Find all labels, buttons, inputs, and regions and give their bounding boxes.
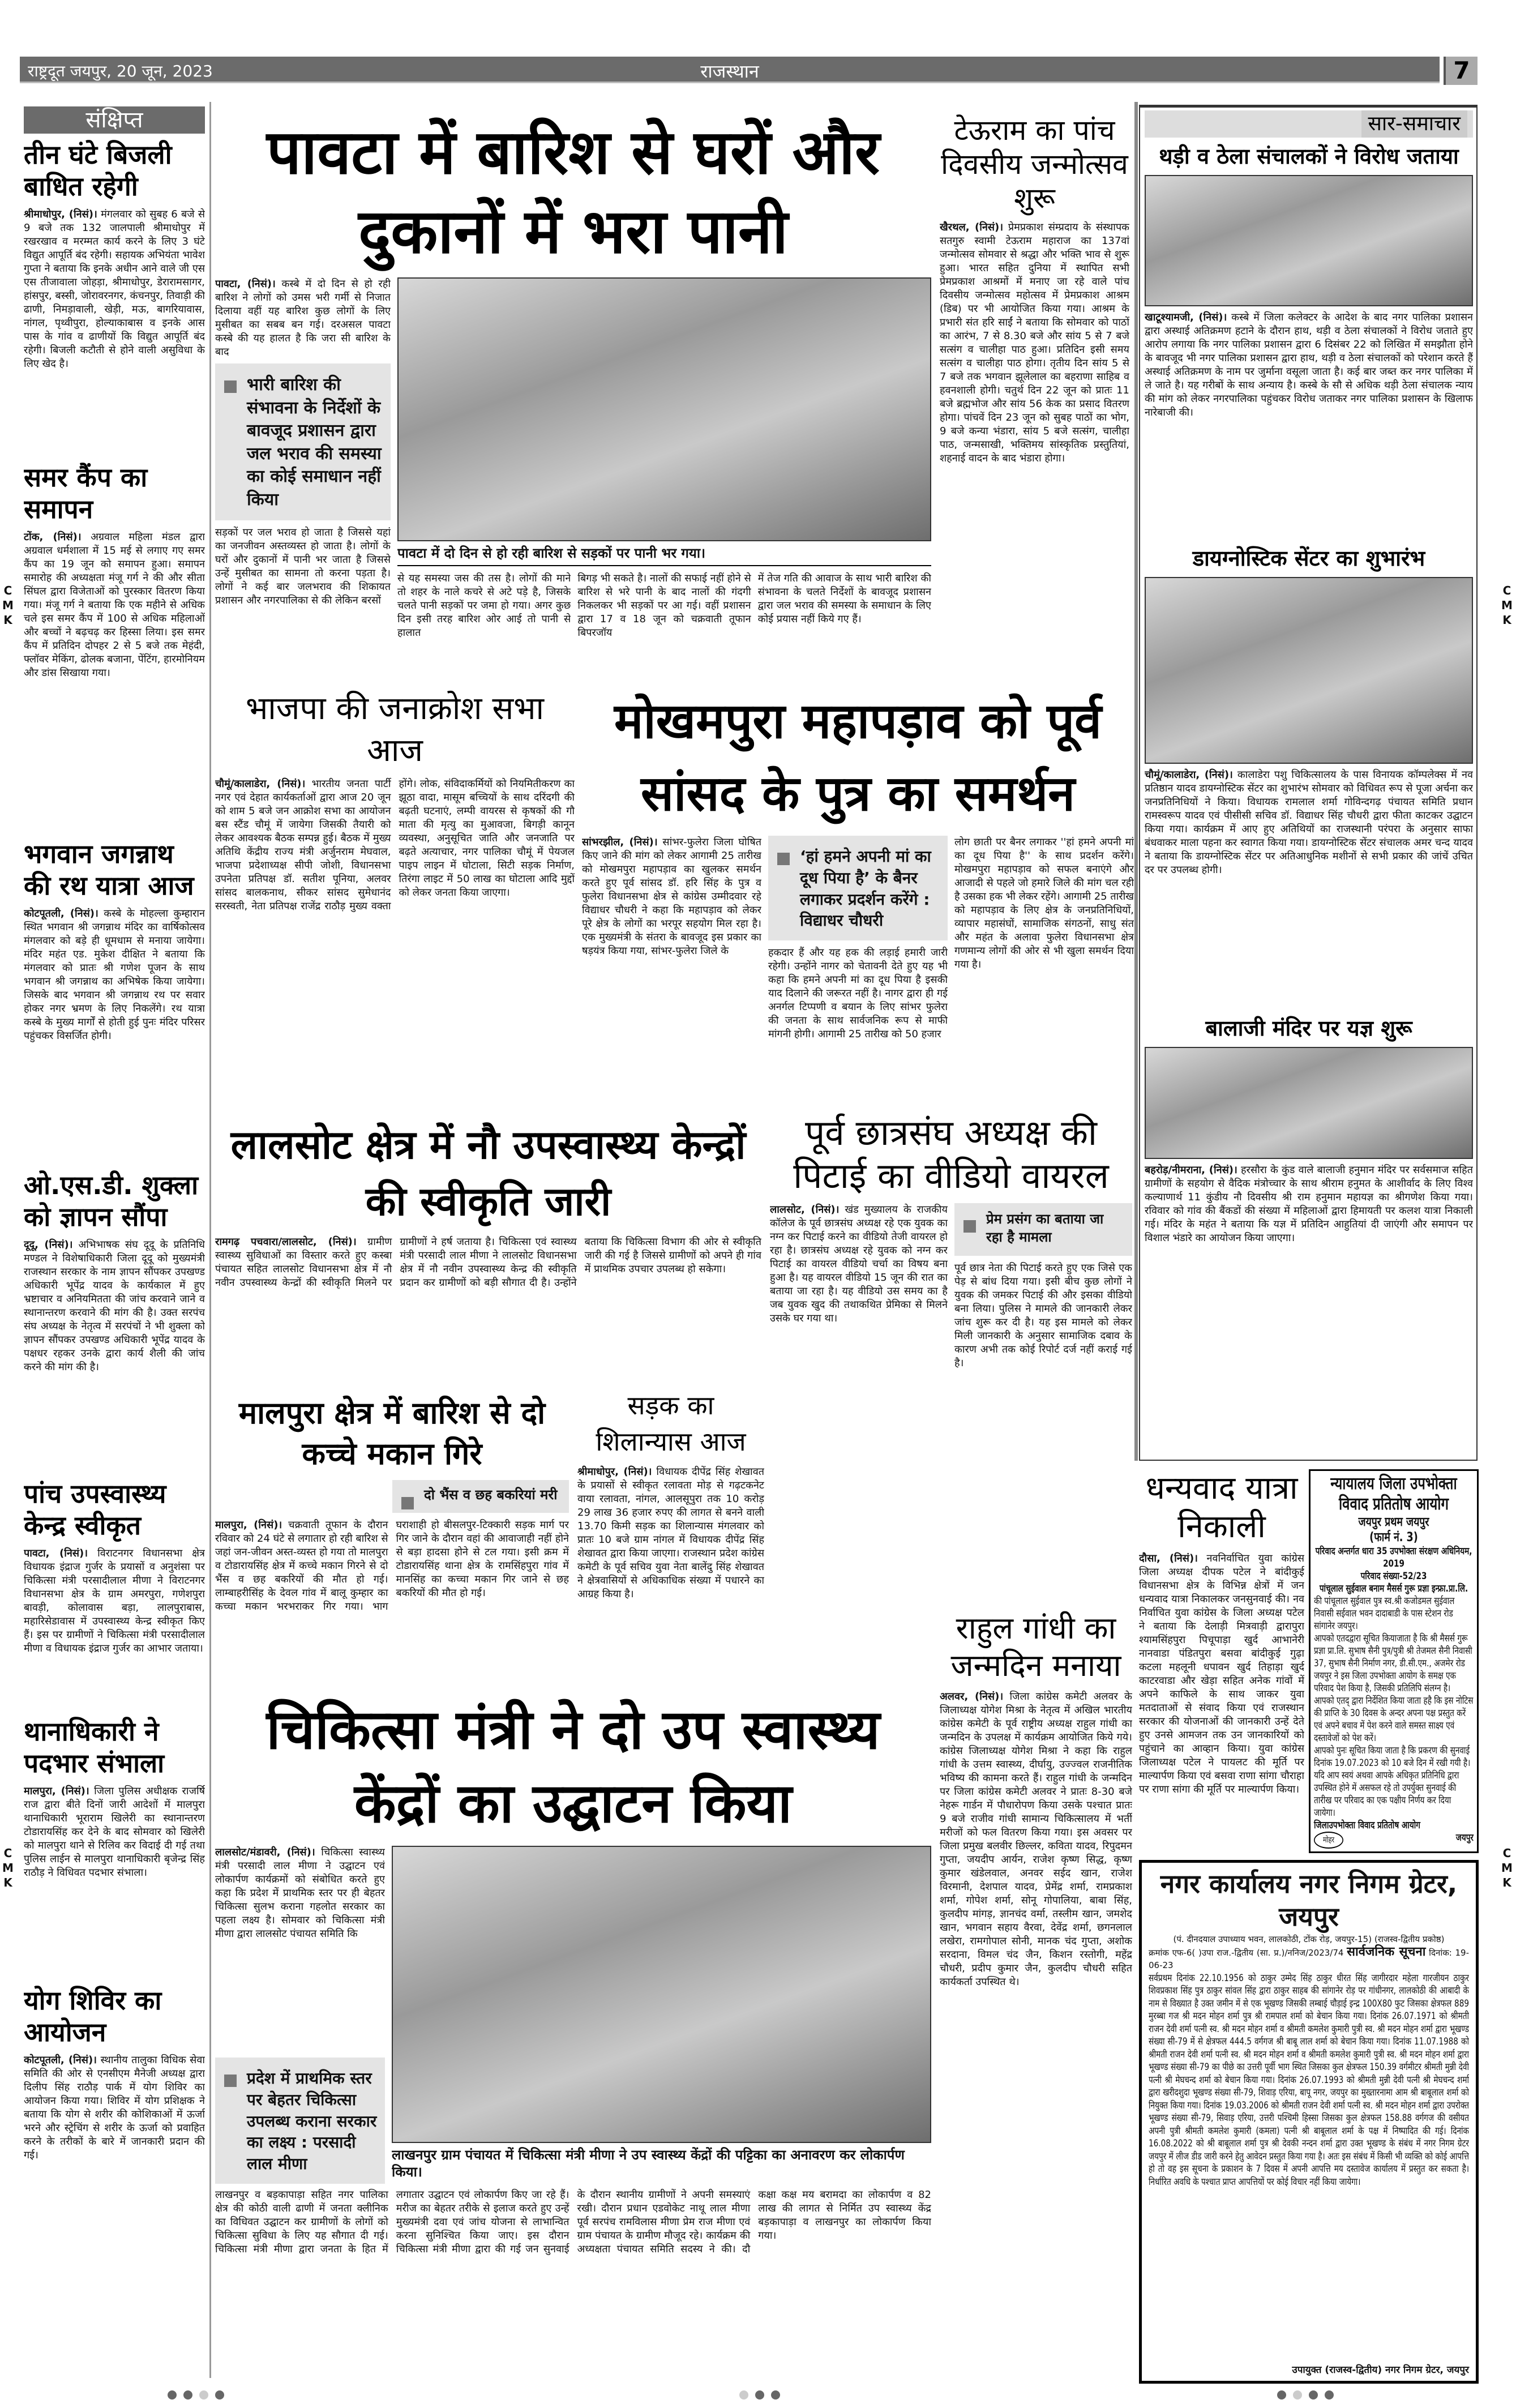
- article-column: में तेज गति की आवाज के साथ भारी बारिश की संभावना के चलते निर्देशों के बावजूद प्रशासन द्वारा जल भराव की समस्या के समाधान के लिए कोई प्रयास नहीं किये गए हैं।: [757, 572, 931, 625]
- notice-paragraph: आपको एतद् द्वारा निर्देशित किया जाता हहै कि इस नोटिस की प्राप्ति के 30 दिवस के अन्दर अपना पक्ष प्रस्तुत करें एवं अपने बचाव में पेश करने वाले समस्त साक्ष्य एवं दस्तावेजों को पेश करें।: [1314, 1695, 1474, 1744]
- bjp-article: चौमूं/कालाडेरा, (निसं)। भारतीय जनता पार्टी नगर एवं देहात कार्यकर्ताओं द्वारा आज 20 जून को शाम 5 बजे जन आक्रोश सभा का आयोजन बस स्टैंड चौमूं में जायेगा जिसकी तैयारी को लेकर आवश्यक बैठक सम्पन्न हुई। बैठक में मुख्य अतिथि केंद्रीय राज्य मंत्री अर्जुनराम मेघवाल, भाजपा प्रदेशाध्यक्ष सीपी जोशी, विधानसभा उपनेता प्रतिपक्ष डॉ. सतीश पूनिया, अलवर सांसद बालकनाथ, सीकर सांसद सुमेधानंद सरस्वती, नेता प्रतिपक्ष राजेंद्र राठौड़ मुख्य वक्ता होंगे। लोक, संविदाकर्मियों को नियमितीकरण का झूठा वादा, मासूम बच्चियों के साथ दरिंदगी की बढ़ती घटनाएं, लम्पी वायरस से कृषकों की गौ माता की मृत्यु का मुआवजा, बिगड़ी कानून व्यवस्था, अनुसूचित जाति और जनजाति पर बढ़ते अत्याचार, नगर पालिका चौमूं में पेयजल पाइप लाइन में घोटाला, सिटी सड़क निर्माण, तिरंगा लाइट में 50 लाख का घोटाला आदि मुद्दों को लेकर जनता किया जाएगा।: [215, 778, 575, 912]
- health-centres-headline: चिकित्सा मंत्री ने दो उप स्वास्थ्य केंद्रों का उद्घाटन किया: [266, 1698, 880, 1835]
- brief-text: अग्रवाल महिला मंडल द्वारा अग्रवाल धर्मशाला में 15 मई से लगाए गए समर कैंप का 19 जून को समापन हुआ। समापन समारोह की अध्यक्षता मंजू गर्ग ने की और सीता सिंघल द्वारा विजेताओं को पुरस्कार वितरण किया गया। मंजू गर्ग ने बताया कि एक महीने से अधिक चले इस समर कैंप में 100 से अधिक महिलाओं और बच्चों ने बढ़चढ़ कर हिस्सा लिया। इस समर कैंप में प्रतिदिन दोपहर 2 से 5 बजे तक मेहंदी, फ्लॉवर मेकिंग, ढोलक बजाना, पेंटिंग, हारमोनियम और डांस सिखाया गया।: [24, 531, 205, 679]
- roundup-story: [1145, 143, 1473, 540]
- thanks-yatra-story: [1139, 1469, 1304, 1853]
- rahul-birthday-headline: राहुल गांधी का जन्मदिन मनाया: [950, 1610, 1121, 1683]
- rahul-birthday-story: [940, 1610, 1132, 2383]
- news-roundup-label: सार-समाचार: [1145, 110, 1473, 138]
- health-centres-story: [215, 1693, 931, 2381]
- header-section: राजस्थान: [700, 61, 759, 82]
- divider: [397, 565, 931, 566]
- brief-item: भगवान जगन्नाथ की रथ यात्रा आज कोटपूतली, (निसं)। कस्बे के मोहल्ला कुम्हारान स्थित भगवान श्री जगन्नाथ मंदिर का वार्षिकोत्सव मंगलवार को बड़े ही धूमधाम से मनाया जायेगा। मंदिर महंत एड. मुकेश दीक्षित ने बताया कि मंगलवार को प्रातः श्री गणेश पूजन के साथ भगवान श्री जगन्नाथ का अभिषेक किया जायेगा। जिसके बाद भगवान श्री जगन्नाथ रथ पर सवार होकर नगर भ्रमण के लिए निकलेंगे। रथ यात्रा कस्बे के मुख्य मार्गों से होती हुई पुनः मंदिर परिसर पहुंचकर विसर्जित होगी।: [24, 839, 205, 1042]
- roundup-headline: बालाजी मंदिर पर यज्ञ शुरू: [1205, 1016, 1412, 1041]
- brief-item: ओ.एस.डी. शुक्ला को ज्ञापन सौंपा दूदू, (निसं)। अभिभाषक संघ दूदू के प्रतिनिधि मण्डल ने विशेषाधिकारी जिला दूदू को मुख्यमंत्री राजस्थान सरकार के नाम ज्ञापन सौंपकर उपखण्ड अधिकारी भूपेंद्र यादव के कार्यकाल में हुए भ्रष्टाचार व अनियमितता की जांच करवाने जाने व स्थानान्तरण करवाने की मांग की है। उक्त सरपंच संघ अध्यक्ष के नेतृत्व में सरपंचों ने भी शुक्ला को ज्ञापन सौंपकर उपखण्ड अधिकारी भूपेंद्र यादव के पक्षधर रहकर उनके द्वारा कार्य शैली की जांच करने की मांग की है।: [24, 1170, 205, 1374]
- plaque-unveiling-photo: [392, 1846, 931, 2143]
- lead-headline: पावटा में बारिश से घरों और दुकानों में भरा पानी: [266, 117, 880, 267]
- mokhampura-article: सांभरझील, (निसं)। सांभर-फुलेरा जिला घोषित किए जाने की मांग को लेकर आगामी 25 तारीख को मोखमपुरा महापड़ाव का खुलकर समर्थन करते हुए पूर्व सांसद डॉ. हरि सिंह के पुत्र व फुलेरा विधानसभा क्षेत्र से कांग्रेस उम्मीदवार रहे विद्याधर चौधरी ने कहा कि महापड़ाव को लेकर पूरे क्षेत्र के लोगों का भरपूर सहयोग मिल रहा है। एक मुख्यमंत्री के संतरा के बावजूद इस प्रकार का षड़यंत्र किया गया, सांभर-फुलेरा जिले के: [582, 836, 761, 957]
- brief-title: समर कैंप का समापन: [24, 462, 148, 525]
- color-registration-mark-right-bottom: C M K: [1501, 1846, 1513, 1889]
- brief-text: विराटनगर विधानसभा क्षेत्र विधायक इंद्राज गुर्जर के प्रयासों व अनुशंसा पर चिकित्सा मंत्री परसादीलाल मीणा ने विराटनगर विधानसभा क्षेत्र के ग्राम अमरपुरा, गणेशपुरा बावड़ी, कोलावास बड़ा, लालपुराबास, महारिसेडावास में उपस्वास्थ्य केन्द्र स्वीकृत किए हैं। इस पर ग्रामीणों ने चिकित्सा मंत्री परसादीलाल मीणा व विधायक इंद्राज गुर्जर का आभार जताया।: [24, 1547, 205, 1655]
- roundup-article: बहरोड़/नीमराना, (निसं)। हरसौरा के कुंड वाले बालाजी हनुमान मंदिर पर सर्वसमाज सहित ग्रामीणों के सहयोग से वैदिक मंत्रोच्चार के साथ श्रीराम हनुमत के आशीर्वाद के लिए विश्व कल्याणार्थ 11 कुंडीय नौ दिवसीय श्री राम हनुमान महायज्ञ का श्रीगणेश किया गया। रविवार को गांव की बैंकडों की संख्या में महिलाओं द्वारा हिमायती पर कलश यात्रा निकाली गई। मंदिर के महंत ने बताया कि यज्ञ में प्रतिदिन आहुतियां दी जाएंगी और समापन पर विशाल भंडारे का आयोजन किया जाएगा।: [1145, 1164, 1473, 1244]
- notice-paragraph: आपको पुनः सूचित किया जाता है कि प्रकरण की सुनवाई दिनांक 19.07.2023 को 10 बजे दिन में रखी गयी है। यदि आप स्वयं अथवा आपके अधिकृत प्रतिनिधि द्वारा उपस्थित होने में असफल रहे तो उपर्युक्त सुनवाई की तारीख पर परिवाद का एक पक्षीय निर्णय कर दिया जायेगा।: [1314, 1745, 1471, 1819]
- roundup-story: [1145, 545, 1473, 1010]
- lalsot-article: रामगढ़ पचवारा/लालसोट, (निसं)। ग्रामीण स्वास्थ्य सुविधाओं का विस्तार करते हुए कस्बा पंचायत सहित लालसोट विधानसभा क्षेत्र में नौ नवीन उपस्वास्थ्य केन्द्रों की स्वीकृति मिलने पर ग्रामीणों ने हर्ष जताया है। चिकित्सा एवं स्वास्थ्य मंत्री परसादी लाल मीणा ने लालसोट विधानसभा क्षेत्र में नौ नवीन उपस्वास्थ्य केन्द्र की स्वीकृति प्रदान कर ग्रामीणों को बड़ी सौगात दी है। उन्होंने बताया कि चिकित्सा विभाग की ओर से स्वीकृति जारी की गई है जिससे ग्रामीणों को अपने ही गांव में प्राथमिक उपचार उपलब्ध हो सकेगा।: [215, 1236, 761, 1289]
- photo-caption: लाखनपुर ग्राम पंचायत में चिकित्सा मंत्री मीणा ने उप स्वास्थ्य केंद्रों की पट्टिका का अनावरण कर लोकार्पण किया।: [392, 2147, 905, 2180]
- lalsot-story: [215, 1117, 761, 1383]
- health-centres-article: लाखनपुर व बड़कापाड़ा सहित नगर पालिका क्षेत्र की कोठी वाली ढाणी में जनता क्लीनिक का विधिवत उद्घाटन कर ग्रामीणों के लोगों को चिकित्सा सुविधा के लिए यह सौगात दी गई। चिकित्सा मंत्री मीणा द्वारा जनता के हित में लगातार उद्घाटन एवं लोकार्पण किए जा रहे हैं। मरीज का बेहतर तरीके से इलाज करते हुए उन्हें मुख्यमंत्री दवा एवं जांच योजना से लाभान्वित करना सुनिश्चित किया जाए। इस दौरान चिकित्सा मंत्री मीणा द्वारा की गई जन सुनवाई के दौरान स्थानीय ग्रामीणों ने अपनी समस्याएं रखी। दौरान प्रधान एडवोकेट नाथू लाल मीणा पूर्व सरपंच रामविलास मीणा प्रेम राज मीणा एवं ग्राम पंचायत के ग्रामीण मौजूद रहे। कार्यक्रम की अध्यक्षता पंचायत समिति सदस्य ने की। दौ कक्षा कक्ष मय बरामदा का लोकार्पण व 82 लाख की लागत से निर्मित उप स्वास्थ्य केंद्र बड़कापाड़ा व लाखनपुर का लोकार्पण किया गया।: [215, 2189, 931, 2255]
- lalsot-headline: लालसोट क्षेत्र में नौ उपस्वास्थ्य केन्द्रों की स्वीकृति जारी: [230, 1122, 746, 1225]
- video-viral-story: [770, 1111, 1132, 1593]
- diagnostic-center-inauguration-photo: [1145, 577, 1473, 764]
- brief-item: पांच उपस्वास्थ्य केन्द्र स्वीकृत पावटा, (निसं)। विराटनगर विधानसभा क्षेत्र विधायक इंद्राज गुर्जर के प्रयासों व अनुशंसा पर चिकित्सा मंत्री परसादीलाल मीणा ने विराटनगर विधानसभा क्षेत्र के ग्राम अमरपुरा, गणेशपुरा बावड़ी, कोलावास बड़ा, लालपुराबास, महारिसेडावास में उपस्वास्थ्य केन्द्र स्वीकृत किए हैं। इस पर ग्रामीणों ने चिकित्सा मंत्री परसादीलाल मीणा व विधायक इंद्राज गुर्जर का आभार जताया।: [24, 1478, 205, 1655]
- notice-paragraph: की पांचूलाल सुईवाल पुत्र स्व.श्री कजोडमल सुईवाल निवासी सईवाल भवन दादाबाडी के पास स्टेशन रोड सांगानेर जयपुर।: [1314, 1596, 1455, 1632]
- pull-quote: प्रेम प्रसंग का बताया जा रहा है मामला: [954, 1203, 1132, 1256]
- brief-item: थानाधिकारी ने पदभार संभाला मालपुरा, (निसं)। जिला पुलिस अधीक्षक राजर्षि राज द्वारा बीते दिनों जारी आदेशों में मालपुरा थानाधिकारी भूराराम खिलेरी का स्थानान्तरण टोडारायसिंह कर देने के बाद सोमवार को खिलेरी को मालपुरा थाने से रिलिव कर विदाई दी गई तथा पुलिस लाईन से मालपुरा थानाधिकारी बृजेन्द्र सिंह राठौड़ ने विधिवत पदभार संभाला।: [24, 1716, 205, 1879]
- brief-title: भगवान जगन्नाथ की रथ यात्रा आज: [24, 839, 194, 901]
- video-viral-article: लालसोट, (निसं)। खंड मुख्यालय के राजकीय कॉलेज के पूर्व छात्रसंघ अध्यक्ष रहे एक युवक का नग्न कर पिटाई करने का वीडियो तेजी वायरल हो रहा है। छात्रसंघ अध्यक्ष रहे युवक को नग्न कर पिटाई का वायरल वीडियो चर्चा का विषय बना हुआ है। यह वायरल वीडियो 15 जून की रात का बताया जा रहा है। यह वीडियो उस समय का है जब युवक खुद की तथाकथित प्रेमिका से मिलने उसके घर गया था।: [770, 1204, 948, 1324]
- bjp-headline: भाजपा की जनाक्रोश सभा आज: [245, 690, 545, 769]
- brief-text: जिला पुलिस अधीक्षक राजर्षि राज द्वारा बीते दिनों जारी आदेशों में मालपुरा थानाधिकारी भूराराम खिलेरी का स्थानान्तरण टोडारायसिंह कर देने के बाद सोमवार को खिलेरी को मालपुरा थाने से रिलिव कर विदाई दी गई तथा पुलिस लाईन से मालपुरा थानाधिकारी बृजेन्द्र सिंह राठौड़ ने विधिवत पदभार संभाला।: [24, 1785, 205, 1879]
- article-column: से यह समस्या जस की तस है। लोगों की माने तो शहर के नाले कचरे से अटे पड़े है, जिसके चलते पानी सड़कों पर जमा हो गया। अगर कुछ दिन इसी तरह बारिश ओर आई तो पानी से हालात: [397, 572, 571, 639]
- roundup-headline: थड़ी व ठेला संचालकों ने विरोध जताया: [1159, 144, 1459, 169]
- column-divider: [1134, 102, 1138, 1461]
- notice-signature-place: जयपुर: [1455, 1832, 1474, 1844]
- teuram-headline: टेऊराम का पांच दिवसीय जन्मोत्सव शुरू: [941, 114, 1128, 215]
- seal: मोहर: [1314, 1832, 1343, 1849]
- brief-item: समर कैंप का समापन टोंक, (निसं)। अग्रवाल महिला मंडल द्वारा अग्रवाल धर्मशाला में 15 मई से लगाए गए समर कैंप का 19 जून को समापन हुआ। समापन समारोह की अध्यक्षता मंजू गर्ग ने की और सीता सिंघल द्वारा विजेताओं को पुरस्कार वितरण किया गया। मंजू गर्ग ने बताया कि एक महीने से अधिक चले इस समर कैंप में 100 से अधिक महिलाओं और बच्चों ने बढ़चढ़ कर हिस्सा लिया। इस समर कैंप में प्रतिदिन दोपहर 2 से 5 बजे तक मेहंदी, फ्लॉवर मेकिंग, ढोलक बजाना, पेंटिंग, हारमोनियम और डांस सिखाया गया।: [24, 462, 205, 679]
- brief-title: पांच उपस्वास्थ्य केन्द्र स्वीकृत: [24, 1478, 166, 1541]
- brief-text: कस्बे के मोहल्ला कुम्हारान स्थित भगवान श्री जगन्नाथ मंदिर का वार्षिकोत्सव मंगलवार को बड़े ही धूमधाम से मनाया जायेगा। मंदिर महंत एड. मुकेश दीक्षित ने बताया कि मंगलवार को प्रातः श्री गणेश पूजन के साथ भगवान श्री जगन्नाथ का अभिषेक किया जायेगा। जिसके बाद भगवान श्री जगन्नाथ रथ पर सवार होकर नगर भ्रमण के लिए निकलेंगे। रथ यात्रा कस्बे के मुख्य मार्गों से होती हुई पुनः मंदिर परिसर पहुंचकर विसर्जित होगी।: [24, 908, 205, 1042]
- lead-story-intro: पावटा, (निसं)। कस्बे में दो दिन से हो रही बारिश ने लोगों को उमस भरी गर्मी से निजात दिलाया वहीं यह बारिश कुछ लोगों के लिए मुसीबत का सबब बन गई। दरअसल पावटा कस्बे की यह हालत है कि जरा सी बारिश के बाद: [215, 278, 391, 358]
- notice-signature: जिलाउपभोक्ता विवाद प्रतितोष आयोग: [1314, 1820, 1420, 1831]
- lead-story: [215, 113, 931, 708]
- registration-dots: [1274, 2390, 1337, 2402]
- flooded-street-photo: [397, 277, 931, 541]
- news-roundup: [1145, 110, 1473, 1457]
- brief-title: तीन घंटे बिजली बाधित रहेगी: [24, 139, 172, 202]
- brief-dateline: श्रीमाधोपुर, (निसं)।: [24, 208, 97, 221]
- brief-text: अभिभाषक संघ दूदू के प्रतिनिधि मण्डल ने विशेषाधिकारी जिला दूदू को मुख्यमंत्री राजस्थान सरकार के नाम ज्ञापन सौंपकर उपखण्ड अधिकारी भूपेंद्र यादव के कार्यकाल में हुए भ्रष्टाचार व अनियमितता की जांच करवाने जाने व स्थानान्तरण करवाने की मांग की है। उक्त सरपंच संघ अध्यक्ष के नेतृत्व में सरपंचों ने भी शुक्ला को ज्ञापन सौंपकर उपखण्ड अधिकारी भूपेंद्र यादव के पक्षधर रहकर उनके द्वारा कार्य शैली की जांच करने की मांग की है।: [24, 1239, 205, 1374]
- brief-text: मंगलवार को सुबह 6 बजे से 9 बजे तक 132 जालपाली श्रीमाधोपुर में रखरखाव व मरम्मत कार्य करने के लिए 3 घंटे विद्युत आपूर्ति बंद रहेगी। सहायक अभियंता भावेश गुप्ता ने बताया कि इनके अधीन आने वाले जी एस एस तीजावाला जोहड़ा, श्रीमाधोपुर, डेरारामसागर, हांसपुर, बस्सी, जोरावरनगर, कंचनपुर, तिवाड़ी की ढाणी, निमड़ावाली, खेड़ी, मऊ, बागरियावास, नांगल, पृथ्वीपुरा, होल्याकाबास व इनके आस पास के गांव व ढाणीयों कि विद्युत आपूर्ति बंद रहेगी। बिजली कटौती से होने वाली असुविधा के लिए खेद है।: [24, 208, 205, 370]
- color-registration-mark-right-top: C M K: [1501, 584, 1513, 627]
- column-divider: [209, 102, 211, 2378]
- mokhampura-article: हकदार हैं और यह हक की लड़ाई हमारी जारी रहेगी। उन्होंने नागर को चेतावनी देते हुए यह भी कहा कि हमने अपनी मां का दूध पिया है इसकी याद दिलाने की जरूरत नहीं है। नागर द्वारा ही गई अनर्गल टिप्पणी व बयान के लिए सांभर फुलेरा की जनता के साथ सार्वजनिक रूप से माफी मांगनी होगी। आगामी 25 तारीख को 50 हजार: [768, 947, 948, 1041]
- pull-quote: प्रदेश में प्राथमिक स्तर पर बेहतर चिकित्सा उपलब्ध कराना सरकार का लक्ष्य : परसादी लाल मीणा: [215, 2058, 385, 2184]
- temple-yagna-photo: [1145, 1047, 1473, 1159]
- bjp-story: [215, 688, 575, 1101]
- protest-crowd-photo: [1145, 175, 1473, 306]
- page-number: 7: [1444, 57, 1478, 85]
- pull-quote: ‘हां हमने अपनी मां का दूध पिया है’ के बैनर लगाकर प्रदर्शन करेंगे : विद्याधर चौधरी: [768, 836, 948, 940]
- right-lower-column: [1139, 1469, 1479, 2384]
- video-viral-headline: पूर्व छात्रसंघ अध्यक्ष की पिटाई का वीडियो वायरल: [793, 1112, 1109, 1196]
- color-registration-mark-left-top: C M K: [2, 584, 14, 627]
- mokhampura-article: लोग छाती पर बैनर लगाकर ''हां हमने अपनी मां का दूध पिया है'' के साथ प्रदर्शन करेंगे। मोखमपुरा महापड़ाव को सफल बनाएंगे और आजादी से पहले जो हमारे जिले की मांग चल रही है उसका हक भी लेकर रहेंगे। आगामी 25 तारीख को महापड़ाव के लिए क्षेत्र के जनप्रतिनिधियों, व्यापार महासंघों, सामाजिक संगठनों, साधु संत और महंत के अलावा फुलेरा विधानसभा क्षेत्र गणमान्य लोगों की ओर से भी खुला समर्थन दिया गया है।: [954, 836, 1134, 970]
- malpura-story: [215, 1393, 569, 1682]
- brief-title: थानाधिकारी ने पदभार संभाला: [24, 1716, 165, 1779]
- brief-section-label: संक्षिप्त: [24, 106, 205, 134]
- road-foundation-headline: सड़क का शिलान्यास आज: [596, 1390, 746, 1457]
- pull-quote: दो भैंस व छह बकरियां मरी: [392, 1480, 569, 1513]
- mokhampura-headline: मोखमपुरा महापड़ाव को पूर्व सांसद के पुत्र का समर्थन: [614, 693, 1102, 822]
- registration-dots: [164, 2390, 228, 2402]
- malpura-article: मालपुरा, (निसं)। चक्रवाती तूफान के दौरान रविवार को 24 घंटे से लगातार हो रही बारिश से जहां जन-जीवन अस्त-व्यस्त हो गया तो मालपुरा व टोडारायसिंह क्षेत्र में कच्चे मकान गिरने से दो भैंस व छह बकरियों की मौत हो गई। लाम्बाहरीसिंह के देवल गांव में बालू कुम्हार का कच्चा मकान भरभराकर गिर गया। भाग घराशाही हो बीसलपुर-टिक्कारी सड़क मार्ग पर गिर जाने के दौरान वहां की आवाजाही नहीं होने से बड़ा हादसा होने से टल गया। इसी क्रम में टोडारायसिंह थाना क्षेत्र के रामसिंहपुरा गांव में मानसिंह का कच्चा मकान गिर जाने से छह बकरियों की मौत हो गई।: [215, 1519, 569, 1613]
- photo-caption: पावटा में दो दिन से हो रही बारिश से सड़कों पर पानी भर गया।: [397, 545, 706, 561]
- roundup-story: [1145, 1015, 1473, 1457]
- road-foundation-article: श्रीमाधोपुर, (निसं)। विधायक दीपेंद्र सिंह शेखावत के प्रयासों से स्वीकृत रलावता मोड़ से गढ़टकनेट वाया रलावता, नांगल, आलसूपुरा तक 10 करोड़ 29 लाख 36 हजार रुपए की लागत से बनने वाली 13.70 किमी सड़क का शिलान्यास मंगलवार को प्रातः 10 बजे ग्राम नांगल में विधायक दीपेंद्र सिंह शेखावत द्वारा किया जाएगा। राजस्थान प्रदेश कांग्रेस कमेटी के पूर्व सचिव युवा नेता बालेंदु सिंह शेखावत ने क्षेत्रवासियों से अधिकाधिक संख्या में पधारने का आग्रह किया है।: [577, 1466, 764, 1600]
- court-notice: न्यायालय जिला उपभोक्ता विवाद प्रतितोष आयोग जयपुर प्रथम जयपुर (फार्म नं. 3) परिवाद अन्तर्गत धारा 35 उपभोक्ता संरक्षण अधिनियम, 2019 परिवाद संख्या-52/23 पांचूलाल सुईवाल बनाम मैसर्स गुरू प्रज्ञा इन्फ्रा.प्रा.लि. की पांचूलाल सुईवाल पुत्र स्व.श्री कजोडमल सुईवाल निवासी सईवाल भवन दादाबाडी के पास स्टेशन रोड सांगानेर जयपुर। आपको एतदद्वारा सूचित कियाजाता है कि श्री मैसर्स गुरू प्रज्ञा प्रा.लि. सुभाष सैनी पुत्र/पुत्री श्री तेजमल सैनी निवासी 37, सुभाष सैनी निर्माण नगर, डी.सी.एम., अजमेर रोड जयपुर ने इस जिला उपभोक्ता आयोग के समक्ष एक परिवाद पेश किया है, जिसकी प्रतिलिपि संलग्न है। आपको एतद् द्वारा निर्देशित किया जाता हहै कि इस नोटिस की प्राप्ति के 30 दिवस के अन्दर अपना पक्ष प्रस्तुत करें एवं अपने बचाव में पेश करने वाले समस्त साक्ष्य एवं दस्तावेजों को पेश करें। आपको पुनः सूचित किया जाता है कि प्रकरण की सुनवाई दिनांक 19.07.2023 को 10 बजे दिन में रखी गयी है। यदि आप स्वयं अथवा आपके अधिकृत प्रतिनिधि द्वारा उपस्थित होने में असफल रहे तो उपर्युक्त सुनवाई की तारीख पर परिवाद का एक पक्षीय निर्णय कर दिया जायेगा। जिलाउपभोक्ता विवाद प्रतितोष आयोग मोहर जयपुर: [1309, 1469, 1479, 1853]
- article-column: सड़कों पर जल भराव हो जाता है जिससे यहां का जनजीवन अस्तव्यस्त हो जाता है। लोगों के घरों और दुकानों में पानी भर जाता है जिससे उन्हें मुसीबत का सामना तो करना पड़ता है। लोगों ने कई बार जलभराव की शिकायत प्रशासन और नगरपालिका से की लेकिन बरसों: [215, 527, 391, 606]
- brief-item: योग शिविर का आयोजन कोटपूतली, (निसं)। स्थानीय तालुका विधिक सेवा समिति की ओर से एनसीएम मैनेजी अध्यक्ष द्वारा दिलीप सिंह राठौड़ पार्क में योग शिविर का आयोजन किया गया। शिविर में योग प्रशिक्षक ने बताया कि योग से शरीर की कोशिकाओं में ऊर्जा भरने और स्ट्रेचिंग से शरीर के ऊर्जा को प्रवाहित करने के तरीकों के बारे में जानकारी प्रदान की गई।: [24, 1985, 205, 2162]
- article-column: बिगड़ भी सकते है। नालों की सफाई नहीं होने से बारिश से भरे पानी के बाद नालों की गंदगी निकलकर भी सड़कों पर आ गई। वहीं प्रशासन द्वारा 17 व 18 जून को चक्रवाती तूफान बिपरजॉय: [577, 572, 751, 639]
- video-viral-article: पूर्व छात्र नेता की पिटाई करते हुए एक जिसे एक पेड़ से बांध दिया गया। इसी बीच कुछ लोगों ने युवक की जमकर पिटाई की और इसका वीडियो बना लिया। पुलिस ने मामले की जानकारी लेकर जांच शुरू कर दी है। यह इस मामले को लेकर मिली जानकारी के अनुसार सामाजिक दबाव के कारण अभी तक कोई रिपोर्ट दर्ज नहीं कराई गई है।: [954, 1261, 1132, 1369]
- thanks-yatra-headline: धन्यवाद यात्रा निकाली: [1145, 1470, 1298, 1545]
- teuram-story: [940, 113, 1129, 679]
- thanks-yatra-article: दौसा, (निसं)। नवनिर्वाचित युवा कांग्रेस जिला अध्यक्ष दीपक पटेल ने बांदीकुई विधानसभा क्षेत्र के विभिन्न क्षेत्रों में जन धन्यवाद यात्रा निकालकर जनसुनवाई की। नव निर्वाचित युवा कांग्रेस के जिला अध्यक्ष पटेल ने बताया कि देलाड़ी मित्रवाड़ी द्वारापुरा श्यामसिंहपुरा पिचूपाड़ा खुर्द आभानेरी नानवाडा पंडितपुरा बसवा बांदीकुई गुढ़ा कटला महलूनी धपावन खुर्द तिहाड़ा खुर्द काटरवाडा और खेड़ा सहित अनेक गांवों में अपने काफिले के साथ जाकर युवा मतदाताओं से संवाद किया एवं राजस्थान सरकार की योजनाओं की जानकारी उन्हें देते हुए उनसे आमजन तक उन जानकारियों को पहुंचाने का आव्हान किया। युवा कांग्रेस जिलाध्यक्ष पटेल ने पायलट की मूर्ति पर माल्यार्पण किया एवं बसवा राणा सांगा चौराहा पर राणा सांगा की मूर्ति पर माल्यार्पण किया।: [1139, 1552, 1304, 1795]
- brief-title: योग शिविर का आयोजन: [24, 1985, 162, 2048]
- page-header: [20, 57, 1440, 83]
- rahul-birthday-article: अलवर, (निसं)। जिला कांग्रेस कमेटी अलवर के जिलाध्यक्ष योगेश मिश्रा के नेतृत्व में अखिल भारतीय कांग्रेस कमेटी के पूर्व राष्ट्रीय अध्यक्ष राहुल गांधी का जन्मदिन के उपलक्ष में कार्यक्रम आयोजित किये गये। कांग्रेस जिलाध्यक्ष योगेश मिश्रा ने कहा कि राहुल गांधी के उत्तम स्वास्थ्य, दीर्घायु, उज्ज्वल राजनीतिक भविष्य की कामना करते हैं। राहुल गांधी के जन्मदिन पर जिला कांग्रेस कमेटी अलवर ने प्रातः 8-30 बजे नेहरू गार्डन में पौधारोपण किया उसके पश्चात प्रातः 9 बजे राजीव गांधी सामान्य चिकित्सालय में भर्ती मरीजों को फल वितरण किया गया। इस अवसर पर जिला प्रमुख बलवीर छिल्लर, कविता यादव, रिपुदमन गुप्ता, जयदीप आर्यन, राजेश कृष्ण सिद्ध, कृष्ण कुमार खंडेलवाल, अनवर सईद खान, राजेश विरमानी, देशपाल यादव, प्रेमेंद्र शर्मा, रामप्रकाश शर्मा, गोपेश शर्मा, सोनू गोपालिया, बाबा सिंह, कुलदीप मांगड़, ज्ञानचंद वर्मा, तस्लीम खान, जमशेद खान, भगवान सहाय वैरवा, देवेंद्र शर्मा, छगनलाल लखेरा, रामगोपाल सोनी, मानक चंद गुप्ता, अशोक सरदाना, विमल चंद जैन, किशन रस्तोगी, महेंद्र चौधरी, प्रदीप कुमार जैन, कुलदीप चौधरी सहित कार्यकर्ता उपस्थित थे।: [940, 1691, 1132, 1988]
- brief-column: [24, 139, 205, 2381]
- mokhampura-story: [582, 685, 1134, 1101]
- road-foundation-story: [577, 1387, 764, 1682]
- malpura-headline: मालपुरा क्षेत्र में बारिश से दो कच्चे मकान गिरे: [238, 1395, 546, 1472]
- brief-item: [24, 139, 205, 461]
- brief-text: स्थानीय तालुका विधिक सेवा समिति की ओर से एनसीएम मैनेजी अध्यक्ष द्वारा दिलीप सिंह राठौड़ पार्क में योग शिविर का आयोजन किया गया। शिविर में योग प्रशिक्षक ने बताया कि योग से शरीर की कोशिकाओं में ऊर्जा भरने और स्ट्रेचिंग से शरीर के ऊर्जा को प्रवाहित करने के तरीकों के बारे में जानकारी प्रदान की गई।: [24, 2054, 205, 2162]
- municipal-public-notice: नगर कार्यालय नगर निगम ग्रेटर, जयपुर (पं. दीनदयाल उपाध्याय भवन, लालकोठी, टोंक रोड़, जयपुर-15) (राजस्व-द्वितीय प्रकोष्ठ) क्रमांक एफ-6( )उपा राज.-द्वितीय (सा. प्र.)/ननिज/2023/74 सार्वजनिक सूचना दिनांक: 19-06-23 सर्वप्रथम दिनांक 22.10.1956 को ठाकुर उम्मेद सिंह ठाकुर धीरत सिंह जागीरदार महेला गारजीयन ठाकुर शिवप्रकाश सिंह पुत्र ठाकुर सांवल सिंह द्वारा ठाकुर साहब की सांगानेर रोड़ पर गांधीनगर, लालकोठी की आबादी के नाम से विख्यात है उक्त जमीन में से एक भूखण्ड जिसकी लम्बाई चौड़ाई इन्द्र 100X80 फुट जिसका क्षेत्रफल 889 मुरब्बा गज श्री मदन मोहन शर्मा पुत्र श्री रामपाल शर्मा को बेचान किया गया। दिनांक 26.07.1971 को श्रीमती राजन देवी शर्मा पत्नी स्व. श्री मदन मोहन शर्मा व श्रीमती कमलेश कुमारी पुत्री स्व. श्री मदन मोहन शर्मा द्वारा भूखण्ड संख्या सी-79 में से क्षेत्रफल 444.5 वर्गगज श्री बाबू लाल शर्मा को बेचान किया गया। दिनांक 11.07.1988 को श्रीमती राजन देवी शर्मा पत्नी स्व. श्री मदन मोहन शर्मा व श्रीमती कमलेश कुमारी पुत्री स्व. श्री मदन मोहन शर्मा द्वारा भूखण्ड संख्या सी-79 का पीछे का उत्तरी पूर्वी भाग स्थित जिसका कुल क्षेत्रफल 150.39 वर्गमीटर श्रीमती मुन्नी देवी पत्नी श्री मेघचन्द शर्मा को बेचान किया गया। दिनांक 26.07.1993 को श्रीमती मुन्नी देवी पत्नी श्री मेघचन्द शर्मा द्वारा खरीदशुदा भूखण्ड संख्या सी-79, शिवाड़ एरिया, बापू नगर, जयपुर का मुख्तारनामा आम श्री बाबूलाल शर्मा को नियुक्त किया गया। दिनांक 19.03.2006 को श्रीमती राजन देवी शर्मा पत्नी स्व. श्री मदन मोहन शर्मा द्वारा उपरोक्त भूखण्ड संख्या सी-79, सिवाड़ एरिया, उत्तरी पश्चिमी हिस्सा जिसका कुल क्षेत्रफल 158.88 वर्गगज की वसीयत अपनी पुत्री श्रीमती कमलेश कुमारी (कमला) पत्नी श्री बाबूलाल शर्मा के पक्ष में निष्पादित की गई। दिनांक 16.08.2022 को श्री बाबूलाल शर्मा पुत्र श्री देवकी नन्दन शर्मा द्वारा उक्त भूखण्ड के संबंध में नगर निगम ग्रेटर जयपुर में लीज डीड जारी करने हेतु आवेदन प्रस्तुत किया गया है। अतः इस संबंध में किसी भी व्यक्ति को कोई आपत्ति हो तो वह इस सूचना के प्रकाशन के 7 दिवस में अपनी आपत्ति मय दस्तावेज कार्यालय में प्रस्तुत कर सकता है। निर्धारित अवधि के पश्चात प्राप्त आपत्तियों पर कोई विचार नहीं किया जायेगा। उपायुक्त (राजस्व-द्वितीय) नगर निगम ग्रेटर, जयपुर: [1139, 1860, 1479, 2384]
- health-centres-article: लालसोट/मंडावरी, (निसं)। चिकित्सा स्वास्थ्य मंत्री परसादी लाल मीणा ने उद्घाटन एवं लोकार्पण कार्यक्रमों को संबोधित करते हुए कहा कि प्रदेश में प्राथमिक स्तर पर ही बेहतर चिकित्सा सुलभ कराना गहलोत सरकार का पहला लक्ष्य है। सोमवार को चिकित्सा मंत्री मीणा द्वारा लालसोट पंचायत समिति कि: [215, 1846, 385, 1940]
- pull-quote: भारी बारिश की संभावना के निर्देशों के बावजूद प्रशासन द्वारा जल भराव की समस्या का कोई समाधान नहीं किया: [215, 363, 391, 520]
- roundup-headline: डायग्नोस्टिक सेंटर का शुभारंभ: [1192, 546, 1425, 571]
- teuram-article: खैरथल, (निसं)। प्रेमप्रकाश संम्प्रदाय के संस्थापक सतगुरु स्वामी टेऊराम महाराज का 137वां जन्मोत्सव सोमवार से श्रद्धा और भक्ति भाव से शुरू हुआ। भारत सहित दुनिया में स्थापित सभी प्रेमप्रकाश आश्रमों में मनाए जा रहे वाले पांच दिवसीय जन्मोत्सव महोत्सव में प्रेमप्रकाश आश्रम (डिब) पर भी आयोजित किया गया। आश्रम के प्रभारी संत हरि साईं ने बताया कि सोमवार को पाठों का आरंभ, 7 से 8.30 बजे और सांय 5 से 7 बजे सत्संग व चालीहा पाठ हुआ। प्रतिदिन इसी समय सत्संग व चालीहा पाठ होगा। तृतीय दिन सांय 5 से 7 बजे तक भगवान झूलेलाल का बहराणा साहिब व हवनशाली होगी। चतुर्थ दिन 22 जून को प्रातः 11 बजे ब्रह्मभोज और सांय 56 केक का प्रसाद वितरण होगा। पांचवें दिन 23 जून को सुबह पाठों का भोग, 9 बजे कन्या भंडारा, सांय 5 बजे सत्संग, चालीहा पाठ, जन्मसाखी, भक्तिमय सांस्कृतिक प्रस्तुतियां, शहनाई वादन के बाद भंडारा होगा।: [940, 221, 1129, 464]
- header-dateline: राष्ट्रदूत जयपुर, 20 जून, 2023: [28, 62, 213, 80]
- color-registration-mark-left-bottom: C M K: [2, 1846, 14, 1889]
- notice-paragraph: आपको एतदद्वारा सूचित कियाजाता है कि श्री मैसर्स गुरू प्रज्ञा प्रा.लि. सुभाष सैनी पुत्र/पुत्री श्री तेजमल सैनी निवासी 37, सुभाष सैनी निर्माण नगर, डी.सी.एम., अजमेर रोड जयपुर ने इस जिला उपभोक्ता आयोग के समक्ष एक परिवाद पेश किया है, जिसकी प्रतिलिपि संलग्न है।: [1314, 1633, 1472, 1694]
- registration-dots: [736, 2390, 783, 2402]
- brief-title: ओ.एस.डी. शुक्ला को ज्ञापन सौंपा: [24, 1170, 199, 1233]
- roundup-article: खाटूश्यामजी, (निसं)। कस्बे में जिला कलेक्टर के आदेश के बाद नगर पालिका प्रशासन द्वारा अस्थाई अतिक्रमण हटाने के दौरान हाथ, थड़ी व ठेला संचालकों ने विरोध जताते हुए आरोप लगाया कि नगर पालिका प्रशासन द्वारा 6 दिसंबर 22 को लिखित में समझौता होने के बावजूद भी नगर पालिका प्रशासन द्वारा हाथ, थड़ी व ठेला संचालकों को परेशान करते हैं अस्थाई अतिक्रमण के नाम पर जुर्माना वसूला जाता है। कई बार जब्त कर नगर पालिका में ले जाते है। यह गरीबों के साथ अन्याय है। कस्बे के सौ से अधिक थड़ी ठेला संचालक न्याय की मांग को लेकर नगरपालिका पहुंचकर विरोध जताकर नगर पालिका प्रशासन के खिलाफ नारेबाजी की।: [1145, 311, 1473, 419]
- roundup-article: चौमूं/कालाडेरा, (निसं)। कालाडेरा पशु चिकित्सालय के पास विनायक कॉम्पलेक्स में नव प्रतिष्ठान यादव डायग्नोस्टिक सेंटर का शुभारंभ सोमवार को विधिवत रूप से पूजा अर्चना कर जनप्रतिनिधियों ने किया। विधायक रामलाल शर्मा गोविन्दगढ़ पंचायत समिति प्रधान रामस्वरूप यादव एवं पीसीसी सचिव डॉ. विद्याधर सिंह चौधरी द्वारा फीता काटकर उद्घाटन किया गया। कार्यक्रम में आए हुए अतिथियों का राजस्थानी परंपरा के अनुसार साफा बंधवाकर माला पहना कर स्वागत किया गया। डायग्नोस्टिक सेंटर संचालक अमर चन्द यादव ने बताया कि डायग्नोस्टिक सेंटर पर अतिआधुनिक मशीनों से सभी प्रकार की जांचें उचित दर पर उपलब्ध होगी।: [1145, 769, 1473, 876]
